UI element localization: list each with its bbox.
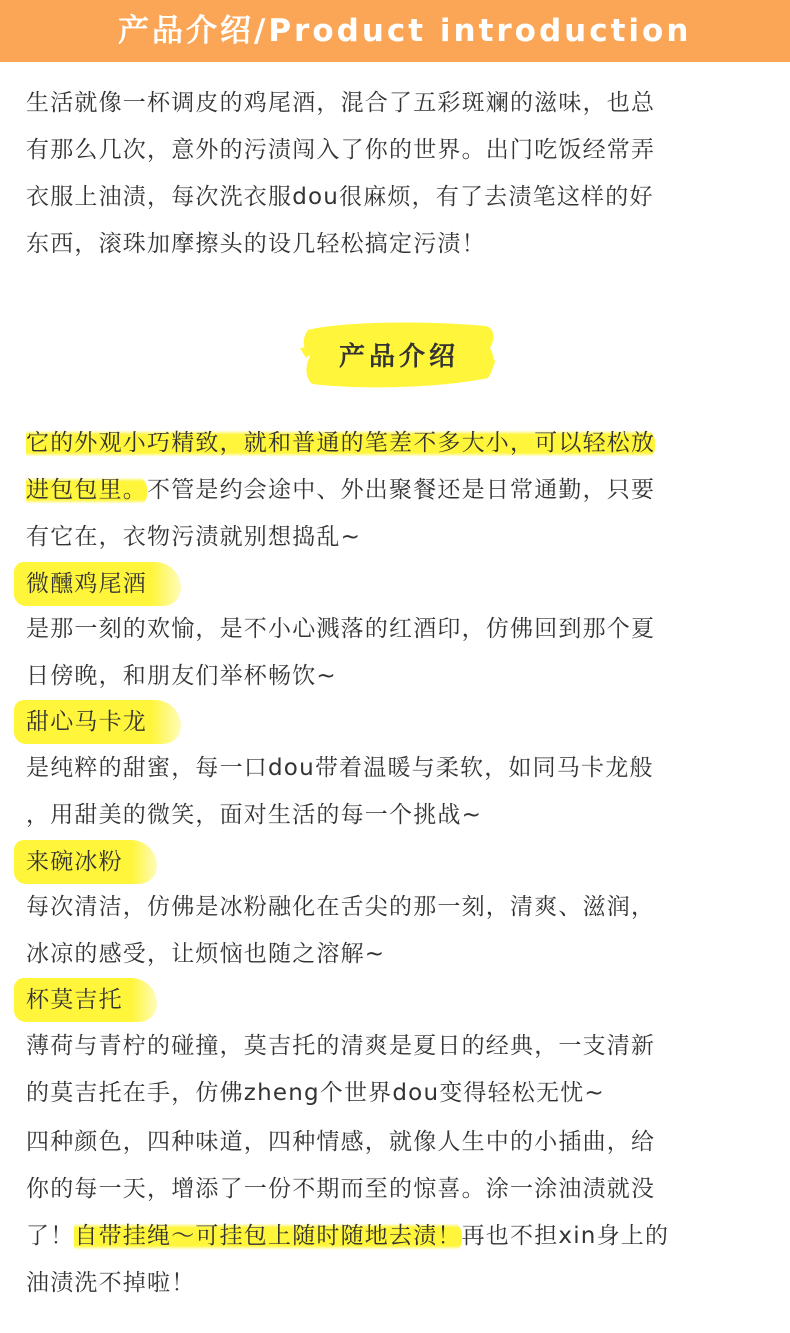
body-text: 是那一刻的欢愉，是不小心溅落的红酒印，仿佛回到那个夏 — [26, 616, 656, 642]
intro-line: 生活就像一杯调皮的鸡尾酒，混合了五彩斑斓的滋味，也总 — [26, 90, 656, 116]
section-heading — [300, 318, 498, 392]
body-text: ，用甜美的微笑，面对生活的每一个挑战~ — [26, 802, 483, 828]
body-text: 有它在，衣物污渍就别想捣乱~ — [26, 524, 362, 550]
flavor-description — [26, 884, 771, 978]
intro-line: 衣服上油渍，每次洗衣服dou很麻烦，有了去渍笔这样的好 — [26, 184, 654, 210]
body-text: 是纯粹的甜蜜，每一口dou带着温暖与柔软，如同马卡龙般 — [26, 755, 654, 781]
description-paragraph — [26, 420, 771, 561]
body-text: 油渍洗不掉啦！ — [26, 1270, 196, 1296]
body-text: 日傍晚，和朋友们举杯畅饮~ — [26, 663, 337, 689]
page-title: 产品介绍/Product introduction — [118, 13, 692, 49]
body-text: 再也不担xin身上的 — [461, 1223, 670, 1249]
body-text: 薄荷与青柠的碰撞，莫吉托的清爽是夏日的经典，一支清新 — [26, 1033, 656, 1059]
section-title: 产品介绍 — [338, 342, 459, 372]
flavor-heading: 微醺鸡尾酒 — [14, 562, 181, 606]
intro-line: 有那么几次，意外的污渍闯入了你的世界。出门吃饭经常弄 — [26, 137, 656, 163]
closing-paragraph — [26, 1119, 771, 1307]
highlighted-text: 它的外观小巧精致，就和普通的笔差不多大小，可以轻松放 — [26, 430, 656, 456]
body-text: 四种颜色，四种味道，四种情感，就像人生中的小插曲，给 — [26, 1129, 656, 1155]
flavor-description — [26, 606, 771, 700]
flavor-description — [26, 745, 771, 839]
highlighted-text: 进包包里。 — [26, 477, 147, 503]
body-text: 你的每一天，增添了一份不期而至的惊喜。涂一涂油渍就没 — [26, 1176, 656, 1202]
body-text: 冰凉的感受，让烦恼也随之溶解~ — [26, 941, 386, 967]
body-text: 的莫吉托在手，仿佛zheng个世界dou变得轻松无忧~ — [26, 1080, 605, 1106]
body-text: 了！ — [26, 1223, 75, 1249]
flavor-heading: 甜心马卡龙 — [14, 700, 181, 744]
body-text: 每次清洁，仿佛是冰粉融化在舌尖的那一刻，清爽、滋润， — [26, 894, 656, 920]
flavor-heading: 来碗冰粉 — [14, 840, 157, 884]
flavor-description — [26, 1023, 771, 1117]
highlighted-text: 自带挂绳～可挂包上随时随地去渍！ — [74, 1223, 462, 1249]
intro-line: 东西，滚珠加摩擦头的设几轻松搞定污渍！ — [26, 231, 486, 257]
flavor-heading: 杯莫吉托 — [14, 978, 157, 1022]
intro-paragraph — [26, 80, 771, 268]
body-text: 不管是约会途中、外出聚餐还是日常通勤，只要 — [147, 477, 656, 503]
header-bar — [0, 0, 790, 62]
